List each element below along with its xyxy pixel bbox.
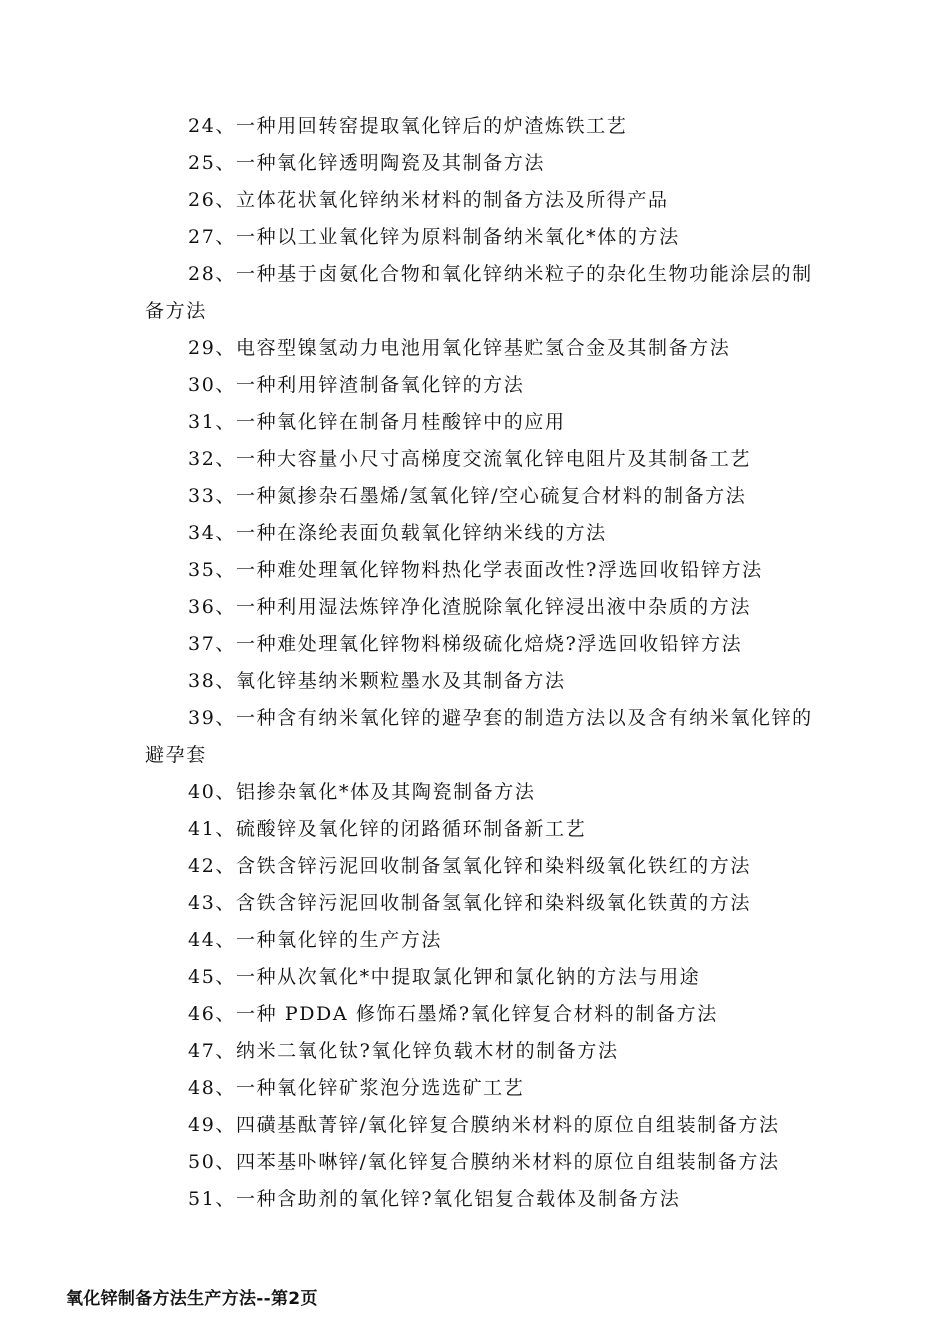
list-item: 45、一种从次氧化*中提取氯化钾和氯化钠的方法与用途 xyxy=(188,966,701,988)
list-item: 46、一种 PDDA 修饰石墨烯?氧化锌复合材料的制备方法 xyxy=(188,1003,718,1025)
list-item: 41、硫酸锌及氧化锌的闭路循环制备新工艺 xyxy=(188,818,587,840)
list-item: 37、一种难处理氧化锌物料梯级硫化焙烧?浮选回收铅锌方法 xyxy=(188,633,743,655)
list-item: 39、一种含有纳米氧化锌的避孕套的制造方法以及含有纳米氧化锌的避孕套 xyxy=(145,707,813,766)
list-item: 40、铝掺杂氧化*体及其陶瓷制备方法 xyxy=(188,781,536,803)
list-item: 27、一种以工业氧化锌为原料制备纳米氧化*体的方法 xyxy=(188,226,680,248)
list-item: 29、电容型镍氢动力电池用氧化锌基贮氢合金及其制备方法 xyxy=(188,337,731,359)
list-item: 35、一种难处理氧化锌物料热化学表面改性?浮选回收铅锌方法 xyxy=(188,559,763,581)
list-item: 47、纳米二氧化钛?氧化锌负载木材的制备方法 xyxy=(188,1040,619,1062)
list-item: 48、一种氧化锌矿浆泡分选选矿工艺 xyxy=(188,1077,525,1099)
list-item: 38、氧化锌基纳米颗粒墨水及其制备方法 xyxy=(188,670,566,692)
list-item: 42、含铁含锌污泥回收制备氢氧化锌和染料级氧化铁红的方法 xyxy=(188,855,751,877)
list-item: 31、一种氧化锌在制备月桂酸锌中的应用 xyxy=(188,411,566,433)
list-item: 28、一种基于卤氨化合物和氧化锌纳米粒子的杂化生物功能涂层的制备方法 xyxy=(145,263,813,322)
list-item: 30、一种利用锌渣制备氧化锌的方法 xyxy=(188,374,525,396)
list-item: 25、一种氧化锌透明陶瓷及其制备方法 xyxy=(188,152,545,174)
list-item: 51、一种含助剂的氧化锌?氧化铝复合载体及制备方法 xyxy=(188,1188,681,1210)
list-item: 26、立体花状氧化锌纳米材料的制备方法及所得产品 xyxy=(188,189,669,211)
list-item: 24、一种用回转窑提取氧化锌后的炉渣炼铁工艺 xyxy=(188,115,628,137)
patent-list xyxy=(145,108,815,1218)
list-item: 32、一种大容量小尺寸高梯度交流氧化锌电阻片及其制备工艺 xyxy=(188,448,751,470)
list-item: 50、四苯基卟啉锌/氧化锌复合膜纳米材料的原位自组装制备方法 xyxy=(188,1151,780,1173)
list-item: 34、一种在涤纶表面负载氧化锌纳米线的方法 xyxy=(188,522,607,544)
list-item: 43、含铁含锌污泥回收制备氢氧化锌和染料级氧化铁黄的方法 xyxy=(188,892,751,914)
page-footer: 氧化锌制备方法生产方法--第2页 xyxy=(66,1289,318,1309)
list-item: 33、一种氮掺杂石墨烯/氢氧化锌/空心硫复合材料的制备方法 xyxy=(188,485,747,507)
list-item: 44、一种氧化锌的生产方法 xyxy=(188,929,442,951)
list-item: 49、四磺基酞菁锌/氧化锌复合膜纳米材料的原位自组装制备方法 xyxy=(188,1114,780,1136)
list-item: 36、一种利用湿法炼锌净化渣脱除氧化锌浸出液中杂质的方法 xyxy=(188,596,751,618)
